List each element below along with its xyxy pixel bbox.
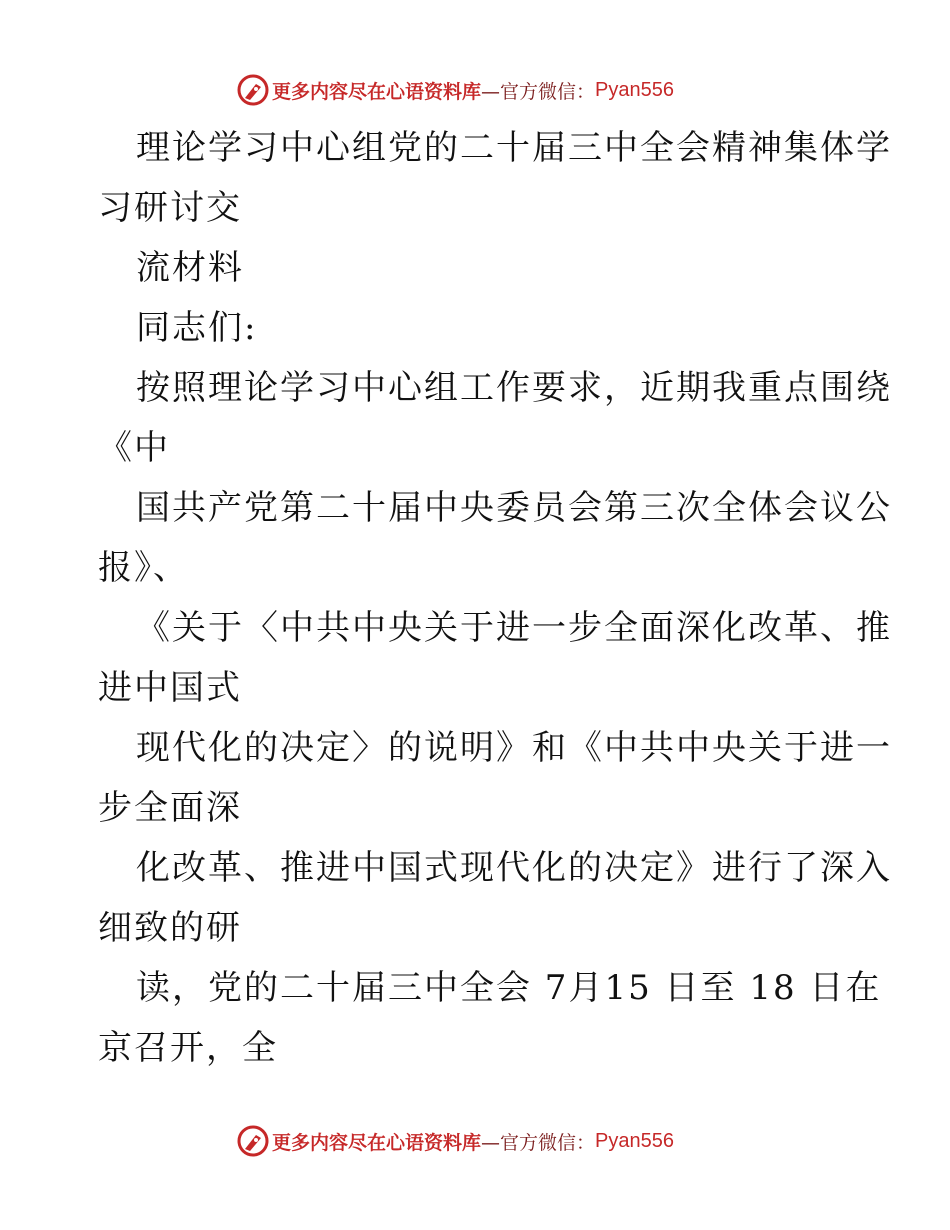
text-line: 化改革、推进中国式现代化的决定》进行了深入 bbox=[136, 848, 892, 888]
header-banner-suffix: —官方微信： bbox=[481, 80, 596, 103]
footer-banner-text: 更多内容尽在心语资料库 bbox=[272, 1131, 482, 1154]
pen-nib-logo-icon bbox=[236, 73, 270, 107]
text-line: 报》、 bbox=[98, 548, 189, 588]
text-line: 进中国式 bbox=[98, 668, 242, 708]
text-line: 按照理论学习中心组工作要求，近期我重点围绕 bbox=[136, 368, 892, 408]
text-line: 京召开，全 bbox=[98, 1028, 278, 1068]
header-wechat-id: Pyan556 bbox=[595, 78, 674, 101]
footer-wechat-id: Pyan556 bbox=[595, 1129, 674, 1152]
text-line: 细致的研 bbox=[98, 908, 242, 948]
footer-banner bbox=[236, 1123, 674, 1159]
text-line: 流材料 bbox=[136, 248, 244, 288]
text-line: 现代化的决定〉的说明》和《中共中央关于进一 bbox=[136, 728, 892, 768]
text-line: 理论学习中心组党的二十届三中全会精神集体学 bbox=[136, 128, 892, 168]
text-line: 同志们: bbox=[136, 308, 258, 348]
footer-banner-suffix: —官方微信： bbox=[481, 1131, 596, 1154]
text-line: 习研讨交 bbox=[98, 188, 242, 228]
text-line: 国共产党第二十届中央委员会第三次全体会议公 bbox=[136, 488, 892, 528]
document-body bbox=[98, 118, 892, 1078]
text-line: 读，党的二十届三中全会 7月15 日至 18 日在 bbox=[136, 968, 882, 1008]
header-banner bbox=[236, 72, 674, 108]
header-banner-text: 更多内容尽在心语资料库 bbox=[272, 80, 482, 103]
pen-nib-logo-icon bbox=[236, 1124, 270, 1158]
text-line: 步全面深 bbox=[98, 788, 242, 828]
text-line: 《中 bbox=[98, 428, 170, 468]
text-line: 《关于〈中共中央关于进一步全面深化改革、推 bbox=[136, 608, 892, 648]
